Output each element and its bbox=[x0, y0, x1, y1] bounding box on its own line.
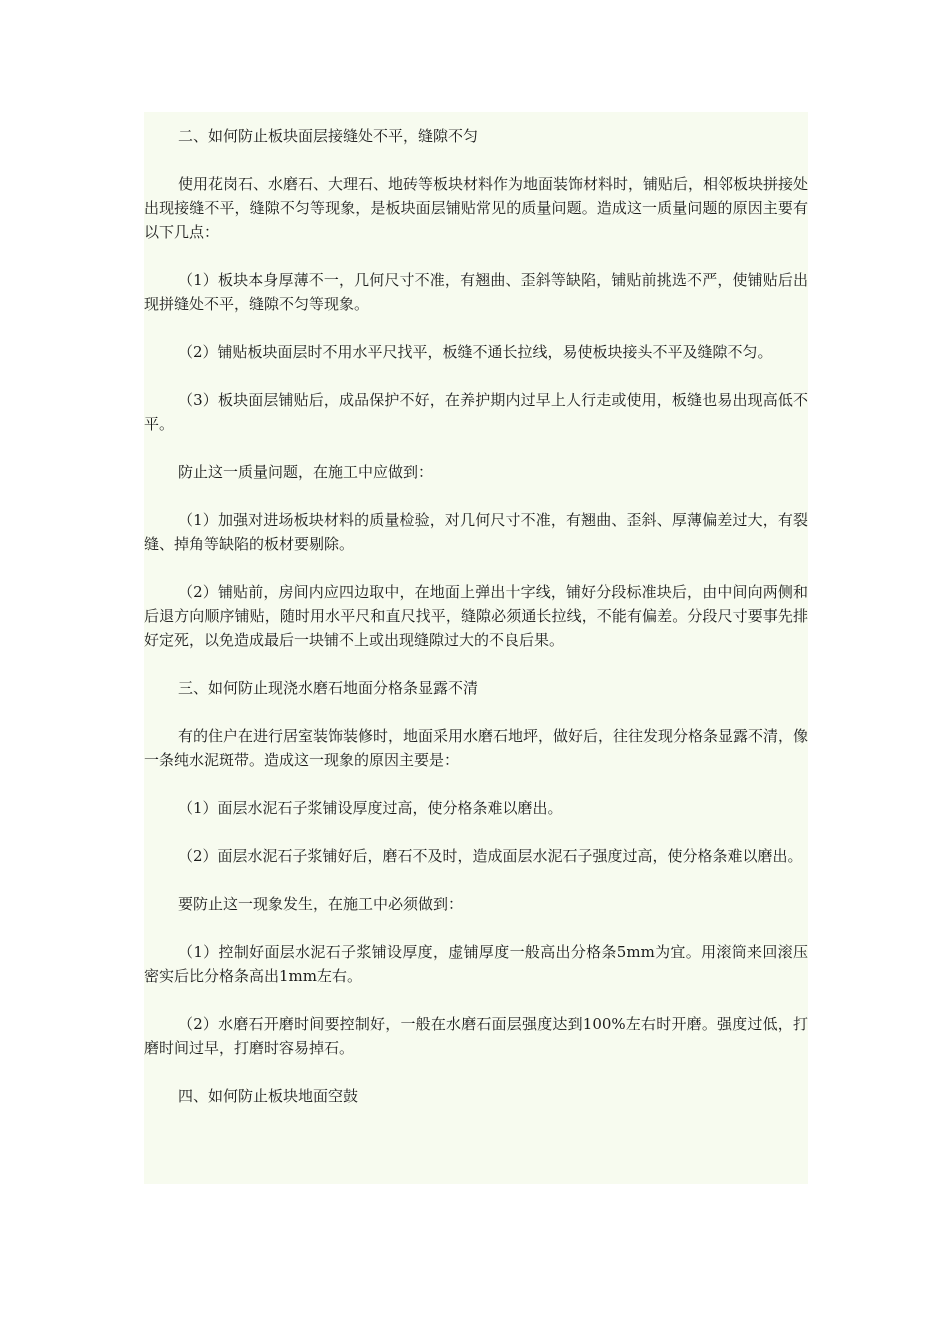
paragraph: 有的住户在进行居室装饰装修时，地面采用水磨石地坪，做好后，往往发现分格条显露不清，像一条纯水泥斑带。造成这一现象的原因主要是： bbox=[144, 727, 809, 769]
paragraph: 要防止这一现象发生，在施工中必须做到： bbox=[178, 895, 464, 913]
section-heading-2: 二、如何防止板块面层接缝处不平，缝隙不匀 bbox=[178, 127, 479, 145]
paragraph: （1）面层水泥石子浆铺设厚度过高，使分格条难以磨出。 bbox=[178, 799, 563, 817]
paragraph: 防止这一质量问题，在施工中应做到： bbox=[178, 463, 434, 481]
paragraph: （1）加强对进场板块材料的质量检验，对几何尺寸不准，有翘曲、歪斜、厚薄偏差过大，有裂缝、掉角等缺陷的板材要剔除。 bbox=[144, 511, 808, 553]
paragraph: （2）铺贴前，房间内应四边取中，在地面上弹出十字线，铺好分段标准块后，由中间向两侧和后退方向顺序铺贴，随时用水平尺和直尺找平，缝隙必须通长拉线，不能有偏差。分段尺寸要事先排好定死，以免造成最后一块铺不上或出现缝隙过大的不良后果。 bbox=[144, 583, 808, 649]
paragraph: （2）水磨石开磨时间要控制好，一般在水磨石面层强度达到100%左右时开磨。强度过低，打磨时间过早，打磨时容易掉石。 bbox=[144, 1015, 808, 1057]
paragraph: （3）板块面层铺贴后，成品保护不好，在养护期内过早上人行走或使用，板缝也易出现高低不平。 bbox=[144, 391, 808, 433]
section-heading-4: 四、如何防止板块地面空鼓 bbox=[178, 1087, 359, 1105]
document-body bbox=[144, 124, 808, 1132]
paragraph: （2）铺贴板块面层时不用水平尺找平，板缝不通长拉线，易使板块接头不平及缝隙不匀。 bbox=[178, 343, 773, 361]
paragraph: 使用花岗石、水磨石、大理石、地砖等板块材料作为地面装饰材料时，铺贴后，相邻板块拼接处出现接缝不平，缝隙不匀等现象，是板块面层铺贴常见的质量问题。造成这一质量问题的原因主要有以下几点： bbox=[144, 175, 809, 241]
paragraph: （2）面层水泥石子浆铺好后，磨石不及时，造成面层水泥石子强度过高，使分格条难以磨出。 bbox=[178, 847, 803, 865]
paragraph: （1）控制好面层水泥石子浆铺设厚度，虚铺厚度一般高出分格条5mm为宜。用滚筒来回滚压密实后比分格条高出1mm左右。 bbox=[144, 943, 808, 985]
section-heading-3: 三、如何防止现浇水磨石地面分格条显露不清 bbox=[178, 679, 479, 697]
paragraph: （1）板块本身厚薄不一，几何尺寸不准，有翘曲、歪斜等缺陷，铺贴前挑选不严，使铺贴后出现拼缝处不平，缝隙不匀等现象。 bbox=[144, 271, 808, 313]
